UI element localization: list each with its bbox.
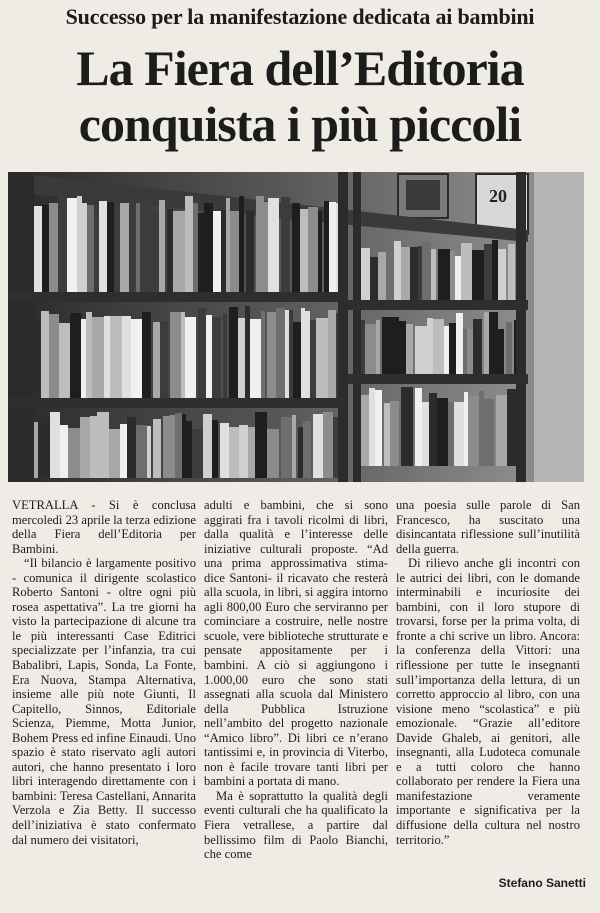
paragraph: adulti e bambini, che si sono aggirati fra i tavoli ricolmi di libri, dalla qualità e l’interesse delle iniziative culturali proposte. “Ad una prima approssimativa stima- dice Santoni- il ricavato che resterà alla scuola, in libri, si aggira intorno agli 800,00 Euro che serviranno per cominciare a costruire, nelle nostre scuole, vere biblioteche strutturate e pensate appositamente per i bambini. A ciò si aggiungono i 1.000,00 euro che sono stati assegnati alla scuola dal Ministero della Pubblica Istruzione nell’ambito del progetto nazionale “Amico libro”. Di libri ce n’erano tantissimi e, in provincia di Viterbo, non è facile trovare tanti libri per bambini a portata di mano. <box>204 498 388 789</box>
paragraph: VETRALLA - Si è conclusa mercoledì 23 aprile la terza edizione della Fiera dell’Editoria per Bambini. <box>12 498 196 556</box>
article-column-2 <box>204 498 388 890</box>
dateline: VETRALLA <box>12 498 78 512</box>
paragraph: Ma è soprattutto la qualità degli eventi culturali che ha qualificato la Fiera vetrallese, a partire dal bellissimo film di Paolo Bianchi, che come <box>204 788 388 862</box>
paragraph: “Il bilancio è largamente positivo - comunica il dirigente scolastico Roberto Santoni - oltre ogni più rosea aspettativa”. La tre giorni ha visto la partecipazione di alcune tra le più interessanti Case Editrici specializzate per l’infanzia, tra cui Babalibri, Lapis, Sonda, La Fonte, Era Nuova, Stampa Alternativa, insieme alle più note Giunti, Il Capitello, Sinnos, Editoriale Scienza, Piemme, Motta Junior, Bohem Press ed infine Einaudi. Uno spazio è stato riservato agli autori autori, che hanno presentato i loro libri interagendo direttamente con i bambini: Teresa Castellani, Annarita Verzola e Zia Betty. Il successo dell’iniziativa è stato confermato dal numero dei visitatori, <box>12 556 196 847</box>
kicker: Successo per la manifestazione dedicata ai bambini <box>65 4 535 29</box>
article-column-3 <box>396 498 580 868</box>
article-column-1 <box>12 498 196 890</box>
bookshelf-illustration <box>8 172 584 482</box>
poster-text: 20 <box>489 186 507 206</box>
bookshelf-photo <box>8 172 584 482</box>
paragraph: una poesia sulle parole di San Francesco, ha suscitato una disincantata riflessione sull’inutilità della guerra. <box>396 498 580 556</box>
byline: Stefano Sanetti <box>498 876 586 890</box>
headline <box>0 40 600 152</box>
paragraph: Di rilievo anche gli incontri con le autrici dei libri, con le domande interminabili e incuriosite dei bambini, con il loro stupore di trovarsi, forse per la prima volta, di fronte a chi scrive un libro. Ancora: la conferenza della Vittori: una riflessione per tutte le insegnanti sull’importanza della lettura, di un corretto approccio al libro, con una visione meno “scolastica” e più emozionale. “Grazie all’editore Davide Ghaleb, ai genitori, alle insegnanti, alla Ludoteca comunale e a tutti coloro che hanno collaborato per rendere la Fiera una manifestazione veramente importante e significativa per la diffusione della cultura nel nostro territorio.” <box>396 556 580 847</box>
headline-line-1: La Fiera dell’Editoria <box>76 40 524 96</box>
headline-line-2: conquista i più piccoli <box>78 96 522 152</box>
